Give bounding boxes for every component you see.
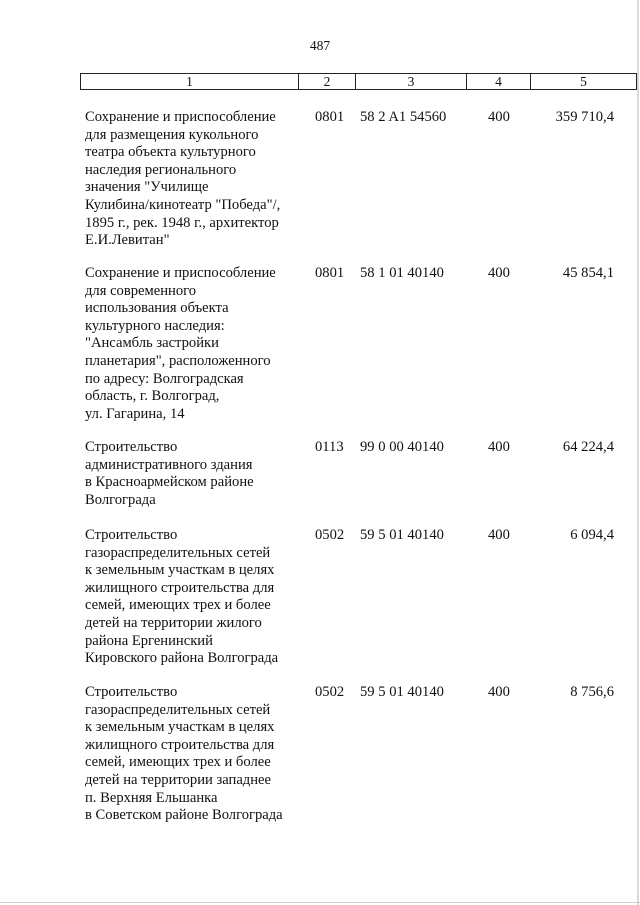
row-target-code: 58 1 01 40140 <box>360 265 444 281</box>
row-amount: 359 710,4 <box>555 109 614 125</box>
page-number: 487 <box>309 38 331 53</box>
header-col-5: 5 <box>580 74 587 89</box>
row-expense-type: 400 <box>488 684 510 700</box>
row-section-code: 0502 <box>315 527 345 543</box>
header-col-3: 3 <box>407 74 415 89</box>
row-target-code: 59 5 01 40140 <box>360 527 444 543</box>
row-expense-type: 400 <box>488 109 510 125</box>
row-description: Строительство административного здания в Красноармейском районе Волгограда <box>85 439 254 508</box>
row-amount: 64 224,4 <box>562 439 614 455</box>
row-description: Строительство газораспределительных сетей к земельным участкам в целях жилищного строительства для семей, имеющих трех и более детей на территории западнее п. Верхняя Ельшанка в Советском районе Волгограда <box>85 684 283 824</box>
row-section-code: 0801 <box>315 109 345 125</box>
row-description: Строительство газораспределительных сетей к земельным участкам в целях жилищного строительства для семей, имеющих трех и более детей на территории жилого района Ергенинский Кировского района Волгограда <box>85 527 279 667</box>
row-expense-type: 400 <box>488 265 510 281</box>
header-col-4: 4 <box>495 74 502 89</box>
header-col-2: 2 <box>323 74 331 89</box>
header-col-1: 1 <box>186 74 193 89</box>
row-expense-type: 400 <box>488 439 510 455</box>
header-bottom-rule <box>80 89 636 90</box>
row-description: Сохранение и приспособление для современного использования объекта культурного наследия: "Ансамбль застройки планетария", расположенного по адресу: Волгоградская область, г. Волгоград, ул. Гагарина, 14 <box>85 265 276 422</box>
row-section-code: 0502 <box>315 684 345 700</box>
row-target-code: 59 5 01 40140 <box>360 684 444 700</box>
row-section-code: 0113 <box>315 439 344 455</box>
row-target-code: 99 0 00 40140 <box>360 439 444 455</box>
row-amount: 45 854,1 <box>562 265 614 281</box>
scan-edge-bottom <box>0 902 640 903</box>
row-section-code: 0801 <box>315 265 345 281</box>
row-expense-type: 400 <box>488 527 510 543</box>
row-description: Сохранение и приспособление для размещения кукольного театра объекта культурного наследия регионального значения "Училище Кулибина/кинотеатр "Победа"/, 1895 г., рек. 1948 г., архитектор Е.И.Левитан" <box>85 109 281 249</box>
scan-edge-right <box>637 0 639 905</box>
row-target-code: 58 2 A1 54560 <box>360 109 447 125</box>
row-amount: 8 756,6 <box>570 684 614 700</box>
row-amount: 6 094,4 <box>570 527 614 543</box>
